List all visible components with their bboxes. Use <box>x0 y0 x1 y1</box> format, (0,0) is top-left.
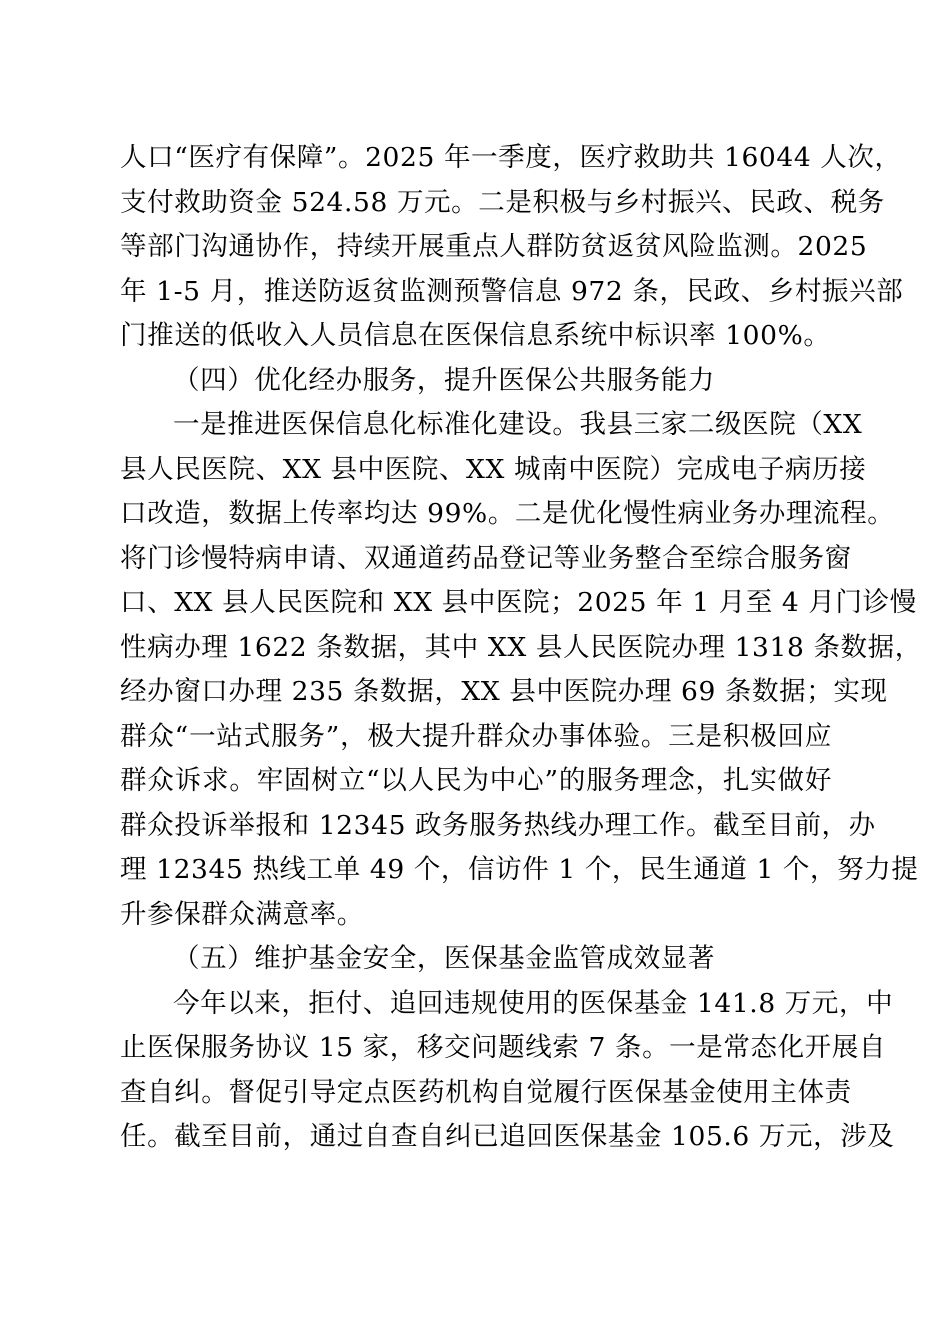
text-line: 查自纠。督促引导定点医药机构自觉履行医保基金使用主体责 <box>120 1076 852 1108</box>
text-line: 等部门沟通协作，持续开展重点人群防贫返贫风险监测。2025 <box>120 231 868 262</box>
text-line: 口、XX 县人民医院和 XX 县中医院；2025 年 1 月至 4 月门诊慢 <box>120 587 917 618</box>
text-line: 理 12345 热线工单 49 个，信访件 1 个，民生通道 1 个，努力提 <box>120 854 919 885</box>
paragraph-medical-assistance <box>120 136 904 359</box>
text-line: 止医保服务协议 15 家，移交问题线索 7 条。一是常态化开展自 <box>120 1032 886 1063</box>
text-line: 年 1-5 月，推送防返贫监测预警信息 972 条，民政、乡村振兴部 <box>120 275 904 307</box>
text-line: 任。截至目前，通过自查自纠已追回医保基金 105.6 万元，涉及 <box>120 1121 895 1152</box>
text-line: 升参保群众满意率。 <box>120 898 364 930</box>
text-line: 口改造，数据上传率均达 99%。二是优化慢性病业务办理流程。 <box>120 498 895 529</box>
text-line: 群众投诉举报和 12345 政务服务热线办理工作。截至目前，办 <box>120 809 876 841</box>
section-heading-5: （五）维护基金安全，医保基金监管成效显著 <box>173 943 715 974</box>
paragraph-service-optimization <box>120 403 922 937</box>
document-body <box>120 136 922 1160</box>
text-line: 门推送的低收入人员信息在医保信息系统中标识率 100%。 <box>120 320 831 351</box>
text-line: 经办窗口办理 235 条数据，XX 县中医院办理 69 条数据；实现 <box>120 676 888 707</box>
text-line: 将门诊慢特病申请、双通道药品登记等业务整合至综合服务窗 <box>120 542 852 574</box>
text-line: 支付救助资金 524.58 万元。二是积极与乡村振兴、民政、税务 <box>120 186 885 218</box>
text-line: 县人民医院、XX 县中医院、XX 城南中医院）完成电子病历接 <box>120 453 867 485</box>
text-line: 群众“一站式服务”，极大提升群众办事体验。三是积极回应 <box>120 720 832 752</box>
section-heading-4: （四）优化经办服务，提升医保公共服务能力 <box>173 364 715 396</box>
text-line: 人口“医疗有保障”。2025 年一季度，医疗救助共 16044 人次， <box>120 142 902 173</box>
text-line: 群众诉求。牢固树立“以人民为中心”的服务理念，扎实做好 <box>120 765 832 796</box>
paragraph-fund-supervision <box>120 982 895 1160</box>
text-line: 性病办理 1622 条数据，其中 XX 县人民医院办理 1318 条数据， <box>120 631 922 663</box>
text-line: 一是推进医保信息化标准化建设。我县三家二级医院（XX <box>173 409 863 440</box>
text-line: 今年以来，拒付、追回违规使用的医保基金 141.8 万元，中 <box>173 987 894 1019</box>
